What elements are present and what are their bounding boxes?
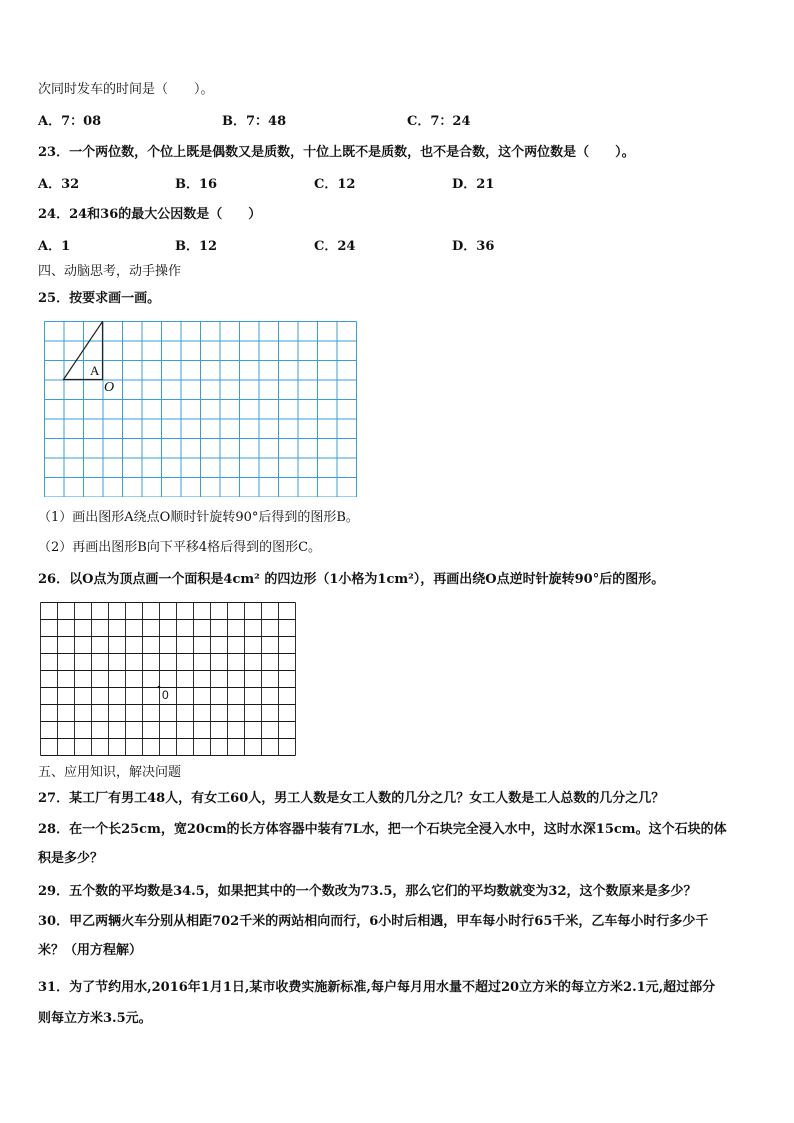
q22-option-b[interactable]: B．7：48 bbox=[222, 114, 287, 129]
label-o: O bbox=[104, 380, 115, 395]
q25-grid[interactable] bbox=[44, 321, 358, 497]
q22-option-a[interactable]: A．7：08 bbox=[38, 114, 102, 129]
q31-line1: 31．为了节约用水,2016年1月1日,某市收费实施新标准,每户每月用水量不超过20立方米的每立方米2.1元,超过部分 bbox=[38, 980, 716, 995]
q30-line1: 30．甲乙两辆火车分别从相距702千米的两站相向而行，6小时后相遇，甲车每小时行65千米，乙车每小时行多少千 bbox=[38, 914, 709, 929]
q30-line2: 米？（用方程解） bbox=[38, 943, 143, 958]
section-5-title: 五、应用知识，解决问题 bbox=[38, 765, 182, 780]
q24-option-b[interactable]: B．12 bbox=[175, 239, 218, 254]
q22-option-c[interactable]: C．7：24 bbox=[407, 114, 471, 129]
label-a: A bbox=[90, 363, 100, 378]
q24-option-c[interactable]: C．24 bbox=[314, 239, 356, 254]
q25-sub1: （1）画出图形A绕点O顺时针旋转90°后得到的图形B。 bbox=[38, 510, 359, 525]
q24-option-a[interactable]: A．1 bbox=[38, 239, 71, 254]
q24-stem: 24．24和36的最大公因数是（ ） bbox=[38, 207, 262, 222]
q24-option-d[interactable]: D．36 bbox=[452, 239, 495, 254]
q23-stem: 23．一个两位数，个位上既是偶数又是质数，十位上既不是质数，也不是合数，这个两位数是（ ）。 bbox=[38, 145, 635, 160]
q27-text: 27．某工厂有男工48人，有女工60人，男工人数是女工人数的几分之几？女工人数是工人总数的几分之几？ bbox=[38, 791, 665, 806]
label-o-26: 0 bbox=[162, 688, 169, 702]
q23-option-c[interactable]: C．12 bbox=[314, 177, 356, 192]
q23-option-b[interactable]: B．16 bbox=[175, 177, 218, 192]
section-4-title: 四、动脑思考，动手操作 bbox=[38, 264, 182, 279]
q23-option-a[interactable]: A．32 bbox=[38, 177, 80, 192]
q26-grid[interactable] bbox=[40, 602, 300, 758]
q29-text: 29．五个数的平均数是34.5，如果把其中的一个数改为73.5，那么它们的平均数就变为32，这个数原来是多少？ bbox=[38, 884, 697, 899]
q22-continuation: 次同时发车的时间是（ ）。 bbox=[38, 82, 214, 97]
q23-option-d[interactable]: D．21 bbox=[452, 177, 495, 192]
q26-stem: 26．以O点为顶点画一个面积是4cm² 的四边形（1小格为1cm²），再画出绕O点逆时针旋转90°后的图形。 bbox=[38, 572, 665, 587]
q31-line2: 则每立方米3.5元。 bbox=[38, 1011, 152, 1026]
q25-stem: 25．按要求画一画。 bbox=[38, 291, 161, 306]
q28-line1: 28．在一个长25cm，宽20cm的长方体容器中装有7L水，把一个石块完全浸入水中，这时水深15cm。这个石块的体 bbox=[38, 822, 727, 837]
point-o bbox=[158, 686, 161, 689]
q28-line2: 积是多少？ bbox=[38, 851, 104, 866]
q25-sub2: （2）再画出图形B向下平移4格后得到的图形C。 bbox=[38, 540, 322, 555]
